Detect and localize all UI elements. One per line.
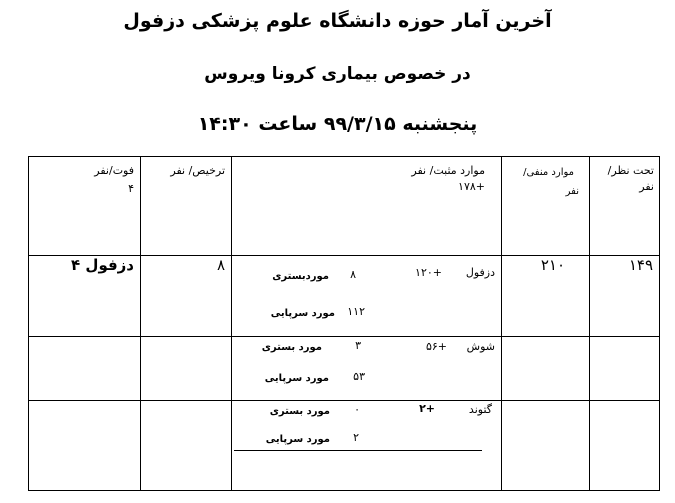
dezful-hospitalized-count: ۸ [350, 268, 356, 281]
table-col-divider [501, 156, 502, 491]
shush-hospitalized-count: ۳ [355, 339, 361, 352]
dezful-outpatient-label: مورد سرپایی [270, 308, 335, 319]
table-col-divider [231, 156, 232, 491]
gotvand-hospitalized-label: مورد بستری [269, 406, 330, 417]
table-border-bottom [28, 490, 660, 491]
report-title: آخرین آمار حوزه دانشگاه علوم پزشکی دزفول [123, 10, 552, 32]
table-row-divider [28, 336, 660, 337]
negative-value: ۲۱۰ [540, 256, 565, 274]
deaths-value: دزفول ۴ [71, 256, 134, 274]
underline-rule [234, 450, 482, 451]
table-row-divider [28, 400, 660, 401]
report-subtitle: در خصوص بیماری کرونا ویروس [204, 64, 471, 84]
shush-hospitalized-label: مورد بستری [261, 342, 322, 353]
header-positive: موارد مثبت/ نفر [411, 164, 485, 177]
header-under-observation: تحت نظر/ [607, 164, 654, 177]
gotvand-count: +۲ [419, 402, 435, 415]
header-negative: موارد منفی/ [523, 167, 574, 178]
shush-outpatient-label: مورد سرپایی [264, 373, 329, 384]
gotvand-hospitalized-count: ۰ [354, 403, 360, 416]
table-border-left [28, 156, 29, 491]
city-dezful: دزفول [465, 266, 495, 279]
report-datetime: پنجشنبه ۹۹/۳/۱۵ ساعت ۱۴:۳۰ [197, 113, 478, 135]
shush-count: +۵۶ [425, 340, 447, 353]
header-deaths: فوت/نفر [94, 164, 134, 177]
under-observation-value: ۱۴۹ [628, 256, 653, 274]
table-border-top [28, 156, 660, 157]
table-col-divider [140, 156, 141, 491]
header-deaths-total: ۴ [128, 182, 134, 195]
city-shush: شوش [466, 340, 495, 353]
city-gotvand: گتوند [468, 403, 492, 416]
header-under-observation-unit: نفر [639, 180, 654, 193]
dezful-count: +۱۲۰ [415, 266, 442, 279]
shush-outpatient-count: ۵۳ [353, 370, 365, 383]
dezful-outpatient-count: ۱۱۲ [347, 305, 365, 318]
table-col-divider [589, 156, 590, 491]
discharged-value: ۸ [216, 256, 225, 274]
header-negative-unit: نفر [565, 186, 579, 197]
gotvand-outpatient-count: ۲ [353, 431, 359, 444]
gotvand-outpatient-label: مورد سرپایی [265, 434, 330, 445]
dezful-hospitalized-label: موردبستری [272, 271, 329, 282]
header-discharged: ترخیص/ نفر [170, 164, 225, 177]
header-positive-total: +۱۷۸ [458, 180, 485, 193]
table-border-right [659, 156, 660, 491]
